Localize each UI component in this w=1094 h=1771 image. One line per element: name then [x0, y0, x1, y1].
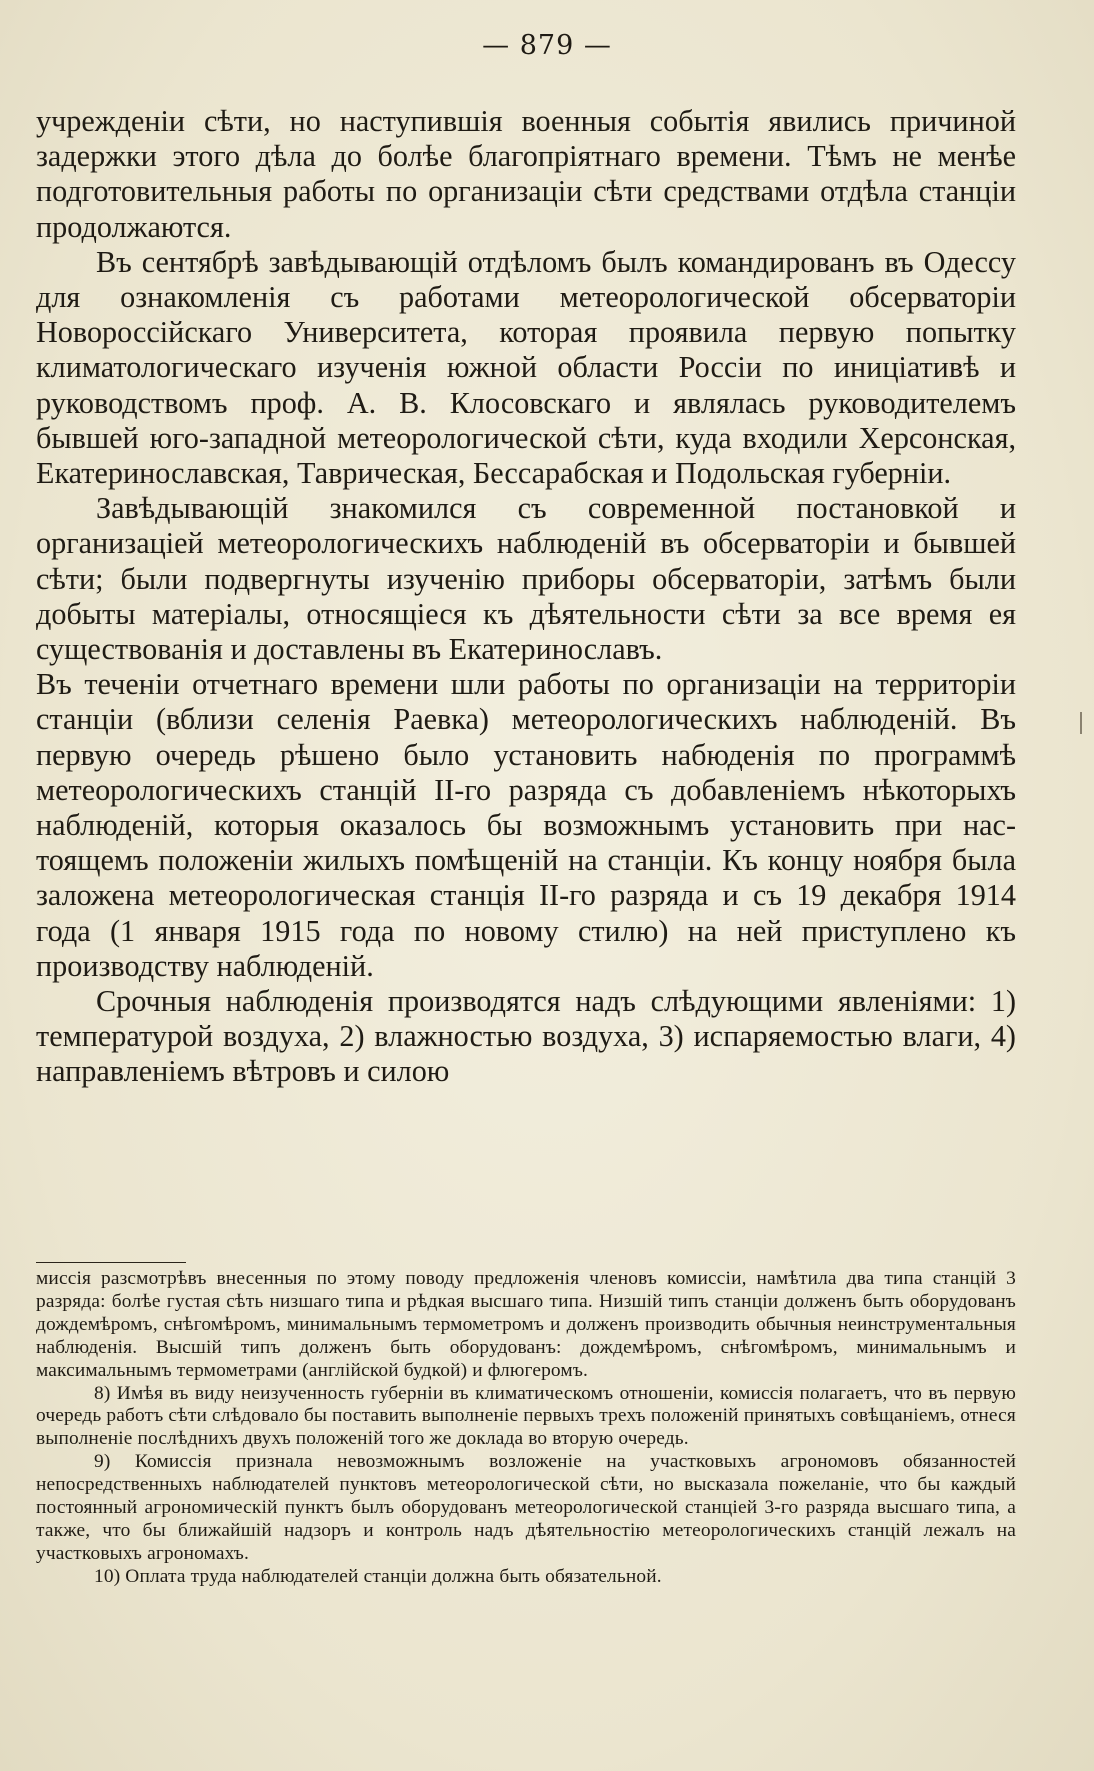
- paragraph: Срочныя наблюденія производятся надъ слѣдующими явленіями: 1) температурой воздуха, 2) влажностью воздуха, 3) испаряемостью влаги, 4) направленіемъ вѣтровъ и силою: [36, 984, 1016, 1089]
- footnotes: [36, 1268, 1016, 1589]
- footnote: 8) Имѣя въ виду неизученность губерніи въ климатическомъ отношеніи, комиссія полагаетъ, что въ первую очередь работъ сѣти слѣдовало бы поставить выполненіе первыхъ трехъ положеній принятыхъ совѣщаніемъ, отнеся выполненіе послѣднихъ двухъ положеній того же доклада во вторую очередь.: [36, 1382, 1016, 1450]
- footnote: 9) Комиссія признала невозможнымъ возложеніе на участковыхъ агрономовъ обязанностей непосредственныхъ наблюдателей пунктовъ метеорологической сѣти, но высказала пожеланіе, что бы каждый постоянный агрономическій пунктъ былъ оборудованъ метеорологической станціей 3-го разряда высшаго типа, а также, что бы ближайшій надзоръ и контроль надъ дѣятельностію метеорологическихъ станцій лежалъ на участковыхъ агрономахъ.: [36, 1451, 1016, 1564]
- footnote-divider: [36, 1262, 186, 1263]
- paragraph: Въ сентябрѣ завѣдывающій отдѣломъ былъ командированъ въ Одессу для ознакомленія съ работами метеорологической обсерваторіи Новороссійскаго Университета, которая проявила первую попытку климатологическаго изученія южной области Россіи по иниціативѣ и руководствомъ проф. А. В. Клосовскаго и являлась руководителемъ бывшей юго-западной метеорологической сѣти, куда входили Херсонская, Екатеринославская, Таврическая, Бессарабская и Подольская губерніи.: [36, 244, 1016, 491]
- paragraph: Въ теченіи отчетнаго времени шли работы по организаціи на территоріи станціи (вблизи селенія Раевка) метеорологическихъ наблюденій. Въ первую очередь рѣшено было установить набюденія по программѣ метеорологическихъ станцій II-го разряда съ добавленіемъ нѣкоторыхъ наблюденій, которыя оказалось бы возможнымъ установить при настоящемъ положеніи жилыхъ помѣщеній на станціи. Къ концу ноября была заложена метеорологическая станція II-го разряда и съ 19 декабря 1914 года (1 января 1915 года по новому стилю) на ней приступлено къ производству наблюденій.: [36, 667, 1016, 983]
- paragraph: учрежденіи сѣти, но наступившія военныя событія явились причиной задержки этого дѣла до болѣе благопріятнаго времени. Тѣмъ не менѣе подготовительныя работы по организаціи сѣти средствами отдѣла станціи продолжаются.: [36, 104, 1016, 244]
- footnote: миссія разсмотрѣвъ внесенныя по этому поводу предложенія членовъ комиссіи, намѣтила два типа станцій 3 разряда: болѣе густая сѣть низшаго типа и рѣдкая высшаго типа. Низшій типъ станціи долженъ быть оборудованъ дождемѣромъ, снѣгомѣромъ, минимальнымъ термометромъ и долженъ производить обычныя неинструментальныя наблюденія. Высшій типъ долженъ быть оборудованъ: дождемѣромъ, снѣгомѣромъ, минимальнымъ и максимальнымъ термометрами (англійской будкой) и флюгеромъ.: [36, 1268, 1016, 1381]
- page-number: — 879 —: [482, 30, 612, 61]
- footnote: 10) Оплата труда наблюдателей станціи должна быть обязательной.: [94, 1565, 662, 1587]
- paragraph: Завѣдывающій знакомился съ современной постановкой и организаціей метеорологическихъ наблюденій въ обсерваторіи и бывшей сѣти; были подвергнуты изученію приборы обсерваторіи, затѣмъ были добыты матеріалы, относящіеся къ дѣятельности сѣти за все время ея существованія и доставлены въ Екатеринославъ.: [36, 491, 1016, 667]
- main-text: [36, 104, 1016, 1090]
- margin-mark: [1080, 712, 1082, 734]
